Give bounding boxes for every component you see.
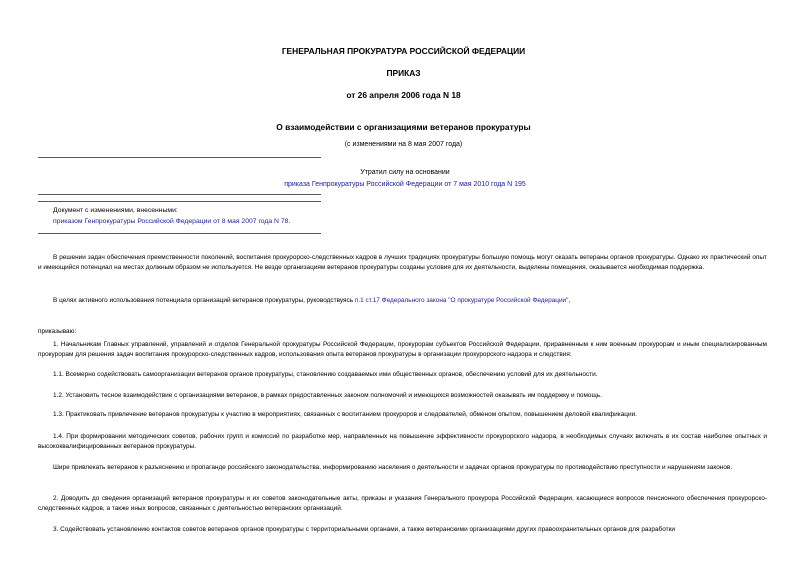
doc-type-heading: ПРИКАЗ: [386, 68, 421, 78]
document-title: О взаимодействии с организациями ветеранов прокуратуры: [276, 122, 531, 132]
changes-note-tail: .: [288, 218, 291, 225]
basis-text-pre: В целях активного использования потенциала организаций ветеранов прокуратуры, руководствуясь: [53, 297, 355, 304]
paragraph-1-1: 1.1. Всемерно содействовать самоорганизации ветеранов органов прокуратуры, становлению создаваемых ими общественных органов, обеспечению условий для их деятельности.: [53, 371, 598, 378]
paragraph-1-3: 1.3. Практиковать привлечение ветеранов прокуратуры к участию в мероприятиях, связанных с воспитанием прокуроров и следователей, обменом опытом, повышением деловой квалификации.: [53, 411, 637, 418]
date-heading: от 26 апреля 2006 года N 18: [346, 90, 461, 100]
paragraph-basis: [38, 296, 767, 306]
divider-bottom: [38, 233, 321, 234]
changes-note-link-line: [53, 218, 290, 225]
changes-note-label: Документ с изменениями, внесенными:: [53, 207, 178, 214]
divider-mid-1: [38, 194, 321, 195]
validity-link[interactable]: приказа Генпрокуратуры Российской Федерации от 7 мая 2010 года N 195: [284, 181, 526, 188]
basis-text-post: ,: [568, 297, 571, 304]
validity-link-wrap: [230, 181, 580, 188]
changes-note-link[interactable]: приказом Генпрокуратуры Российской Федерации от 8 мая 2007 года N 78: [53, 218, 289, 225]
paragraph-1-2: 1.2. Установить тесное взаимодействие с организациями ветеранов, в рамках предоставленных законом полномочий и имеющихся возможностей оказывать им поддержку и помощь.: [53, 392, 602, 399]
basis-law-link[interactable]: п.1 ст.17 Федерального закона "О прокуратуре Российской Федерации": [354, 297, 569, 304]
validity-line: Утратил силу на основании: [360, 169, 450, 176]
paragraph-1-4: 1.4. При формировании методических советов, рабочих групп и комиссий по разработке мер, направленных на повышение эффективности прокурорского надзора, в необходимых случаях включать в их состав наиболее опытных и высококвалифицированных ветеранов прокуратуры.: [38, 433, 767, 450]
paragraph-1: 1. Начальникам Главных управлений, управлений и отделов Генеральной прокуратуры Российской Федерации, прокурорам субъектов Российской Федерации, приравненным к ним военным прокурорам и иным специализированным прокурорам для решения задач воспитания прокурорско-следственных кадров, использования опыта ветеранов прокуратуры в организации прокурорского надзора и следствия:: [38, 341, 767, 358]
org-heading: ГЕНЕРАЛЬНАЯ ПРОКУРАТУРА РОССИЙСКОЙ ФЕДЕРАЦИИ: [281, 46, 526, 56]
divider-mid-2: [38, 201, 321, 202]
paragraph-3: 3. Содействовать установлению контактов советов ветеранов органов прокуратуры с территориальными органами, а также ветеранскими организациями других правоохранительных органов для разработки: [53, 526, 676, 533]
paragraph-1-4-b: Шире привлекать ветеранов к разъяснению и пропаганде российского законодательства, информированию населения о деятельности и задачах органов прокуратуры по противодействию преступности и нарушениям законов.: [53, 464, 733, 471]
order-word: приказываю:: [38, 328, 77, 335]
paragraph-2: 2. Доводить до сведения организаций ветеранов прокуратуры и их советов законодательные акты, приказы и указания Генерального прокурора Российской Федерации, касающиеся вопросов пенсионного обеспечения прокурорско-следственных кадров, а также иных вопросов, связанных с деятельностью ветеранских организаций.: [38, 495, 767, 512]
paragraph-intro: В решении задач обеспечения преемственности поколений, воспитания прокурорско-следственных кадров в лучших традициях прокуратуры большую помощь могут оказать ветераны органов прокуратуры. Однако их практический опыт и имеющийся потенциал на местах должным образом не используется. Не везде организациям ветеранов прокуратуры созданы условия для их деятельности, выделены помещения, оказывается необходимая поддержка.: [38, 254, 767, 271]
divider-top: [38, 157, 321, 158]
amendment-note: (с изменениями на 8 мая 2007 года): [344, 141, 463, 148]
